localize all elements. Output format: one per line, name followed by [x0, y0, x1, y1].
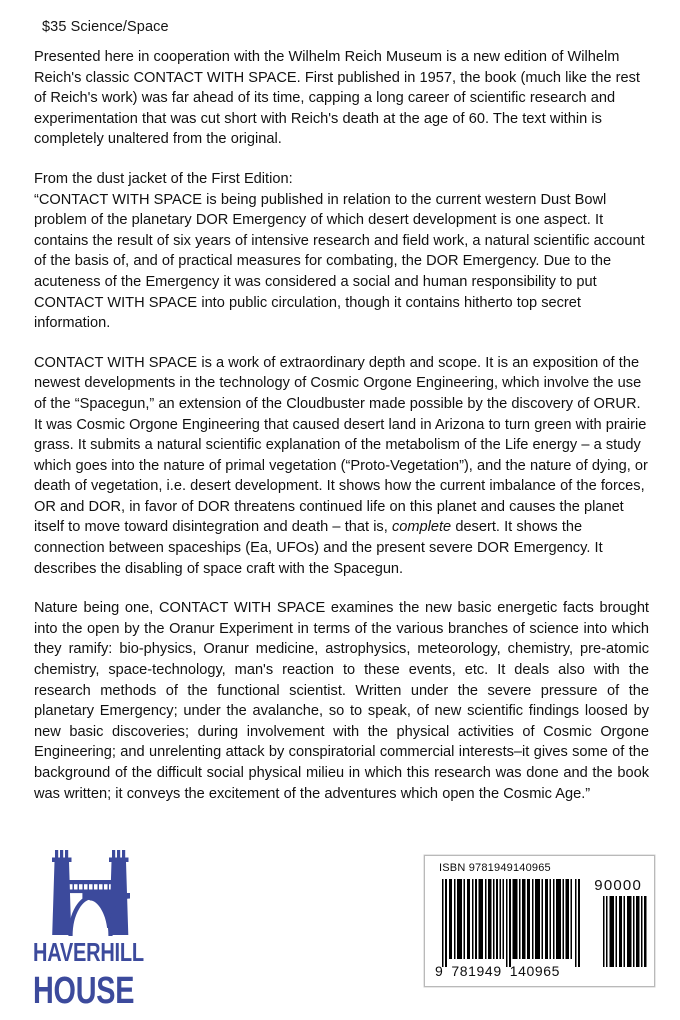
dust-jacket-lead: From the dust jacket of the First Edition: — [34, 170, 293, 187]
publisher-name-line1: HAVERHILL — [33, 937, 144, 968]
barcode-addon-label: 90000 — [594, 877, 642, 894]
scope-emphasis: complete — [391, 519, 452, 536]
ean-left-group: 781949 — [451, 963, 502, 979]
price-category-line: $35 Science/Space — [42, 19, 169, 35]
publisher-logo — [33, 848, 173, 1012]
bridge-icon — [33, 848, 173, 940]
barcode-block — [424, 855, 655, 987]
isbn-label: ISBN 9781949140965 — [439, 862, 551, 874]
ean-right-group: 140965 — [509, 963, 561, 979]
paragraph-scope — [34, 353, 649, 580]
ean5-addon-bars — [603, 896, 647, 967]
publisher-name-line2: HOUSE — [33, 967, 135, 1012]
ean-lead-digit: 9 — [435, 963, 444, 979]
back-cover-copy — [34, 47, 649, 804]
paragraph-dust-jacket — [34, 169, 649, 334]
paragraph-nature: Nature being one, CONTACT WITH SPACE examines the new basic energetic facts brought into the open by the Oranur Experiment in terms of the various branches of science into which they ramify: bio-physics, Oranur medicine, astrophysics, meteorology, chemistry, pre-atomic chemistry, space-technology, man's reaction to these events, etc. It deals also with the research methods of the functional scientist. Written under the severe pressure of the planetary Emergency; under the avalanche, so to speak, of new scientific findings loosed by new basic discoveries; during involvement with the physical activities of Cosmic Orgone Engineering; and unrelenting attack by conspiratorial commercial interests–it gives some of the background of the difficult social physical milieu in which this research was done and the book was written; it conveys the excitement of the adventures which open the Cosmic Age.” — [34, 600, 649, 802]
dust-jacket-quote: “CONTACT WITH SPACE is being published in relation to the current western Dust Bowl problem of the planetary DOR Emergency of which desert development is one aspect. It contains the result of six years of intensive research and field work, a natural scientific account of the basis of, and of practical measures for combating, the DOR Emergency. Due to the acuteness of the Emergency it was considered a social and human responsibility to put CONTACT WITH SPACE into public circulation, though it contains hitherto top secret information. — [34, 191, 645, 332]
ean13-bars — [442, 879, 582, 967]
paragraph-intro: Presented here in cooperation with the Wilhelm Reich Museum is a new edition of Wilhelm Reich's classic CONTACT WITH SPACE. First published in 1957, the book (much like the rest of Reich's work) was far ahead of its time, capping a long career of scientific research and experimentation that was cut short with Reich's death at the age of 60. The text within is completely unaltered from the original. — [34, 49, 640, 148]
ean13-digits — [435, 964, 587, 979]
scope-text-b: desert. It shows the connection between spaceships (Ea, UFOs) and the present severe DOR Emergency. It describes the disabling of space craft with the Spacegun. — [34, 519, 603, 577]
scope-text-a: CONTACT WITH SPACE is a work of extraordinary depth and scope. It is an exposition of the newest developments in the technology of Cosmic Orgone Engineering, which involve the use of the “Spacegun,” an extension of the Cloudbuster made possible by the discovery of ORUR. It was Cosmic Orgone Engineering that caused desert land in Arizona to turn green with prairie grass. It submits a natural scientific explanation of the metabolism of the Life energy – a study which goes into the nature of primal vegetation (“Proto-Vegetation”), and the nature of dying, or death of vegetation, i.e. desert development. It shows how the current imbalance of the forces, OR and DOR, in favor of DOR threatens continued life on this planet and causes the planet itself to move toward disintegration and death – that is, — [34, 354, 648, 536]
publisher-wordmark — [33, 937, 173, 1012]
